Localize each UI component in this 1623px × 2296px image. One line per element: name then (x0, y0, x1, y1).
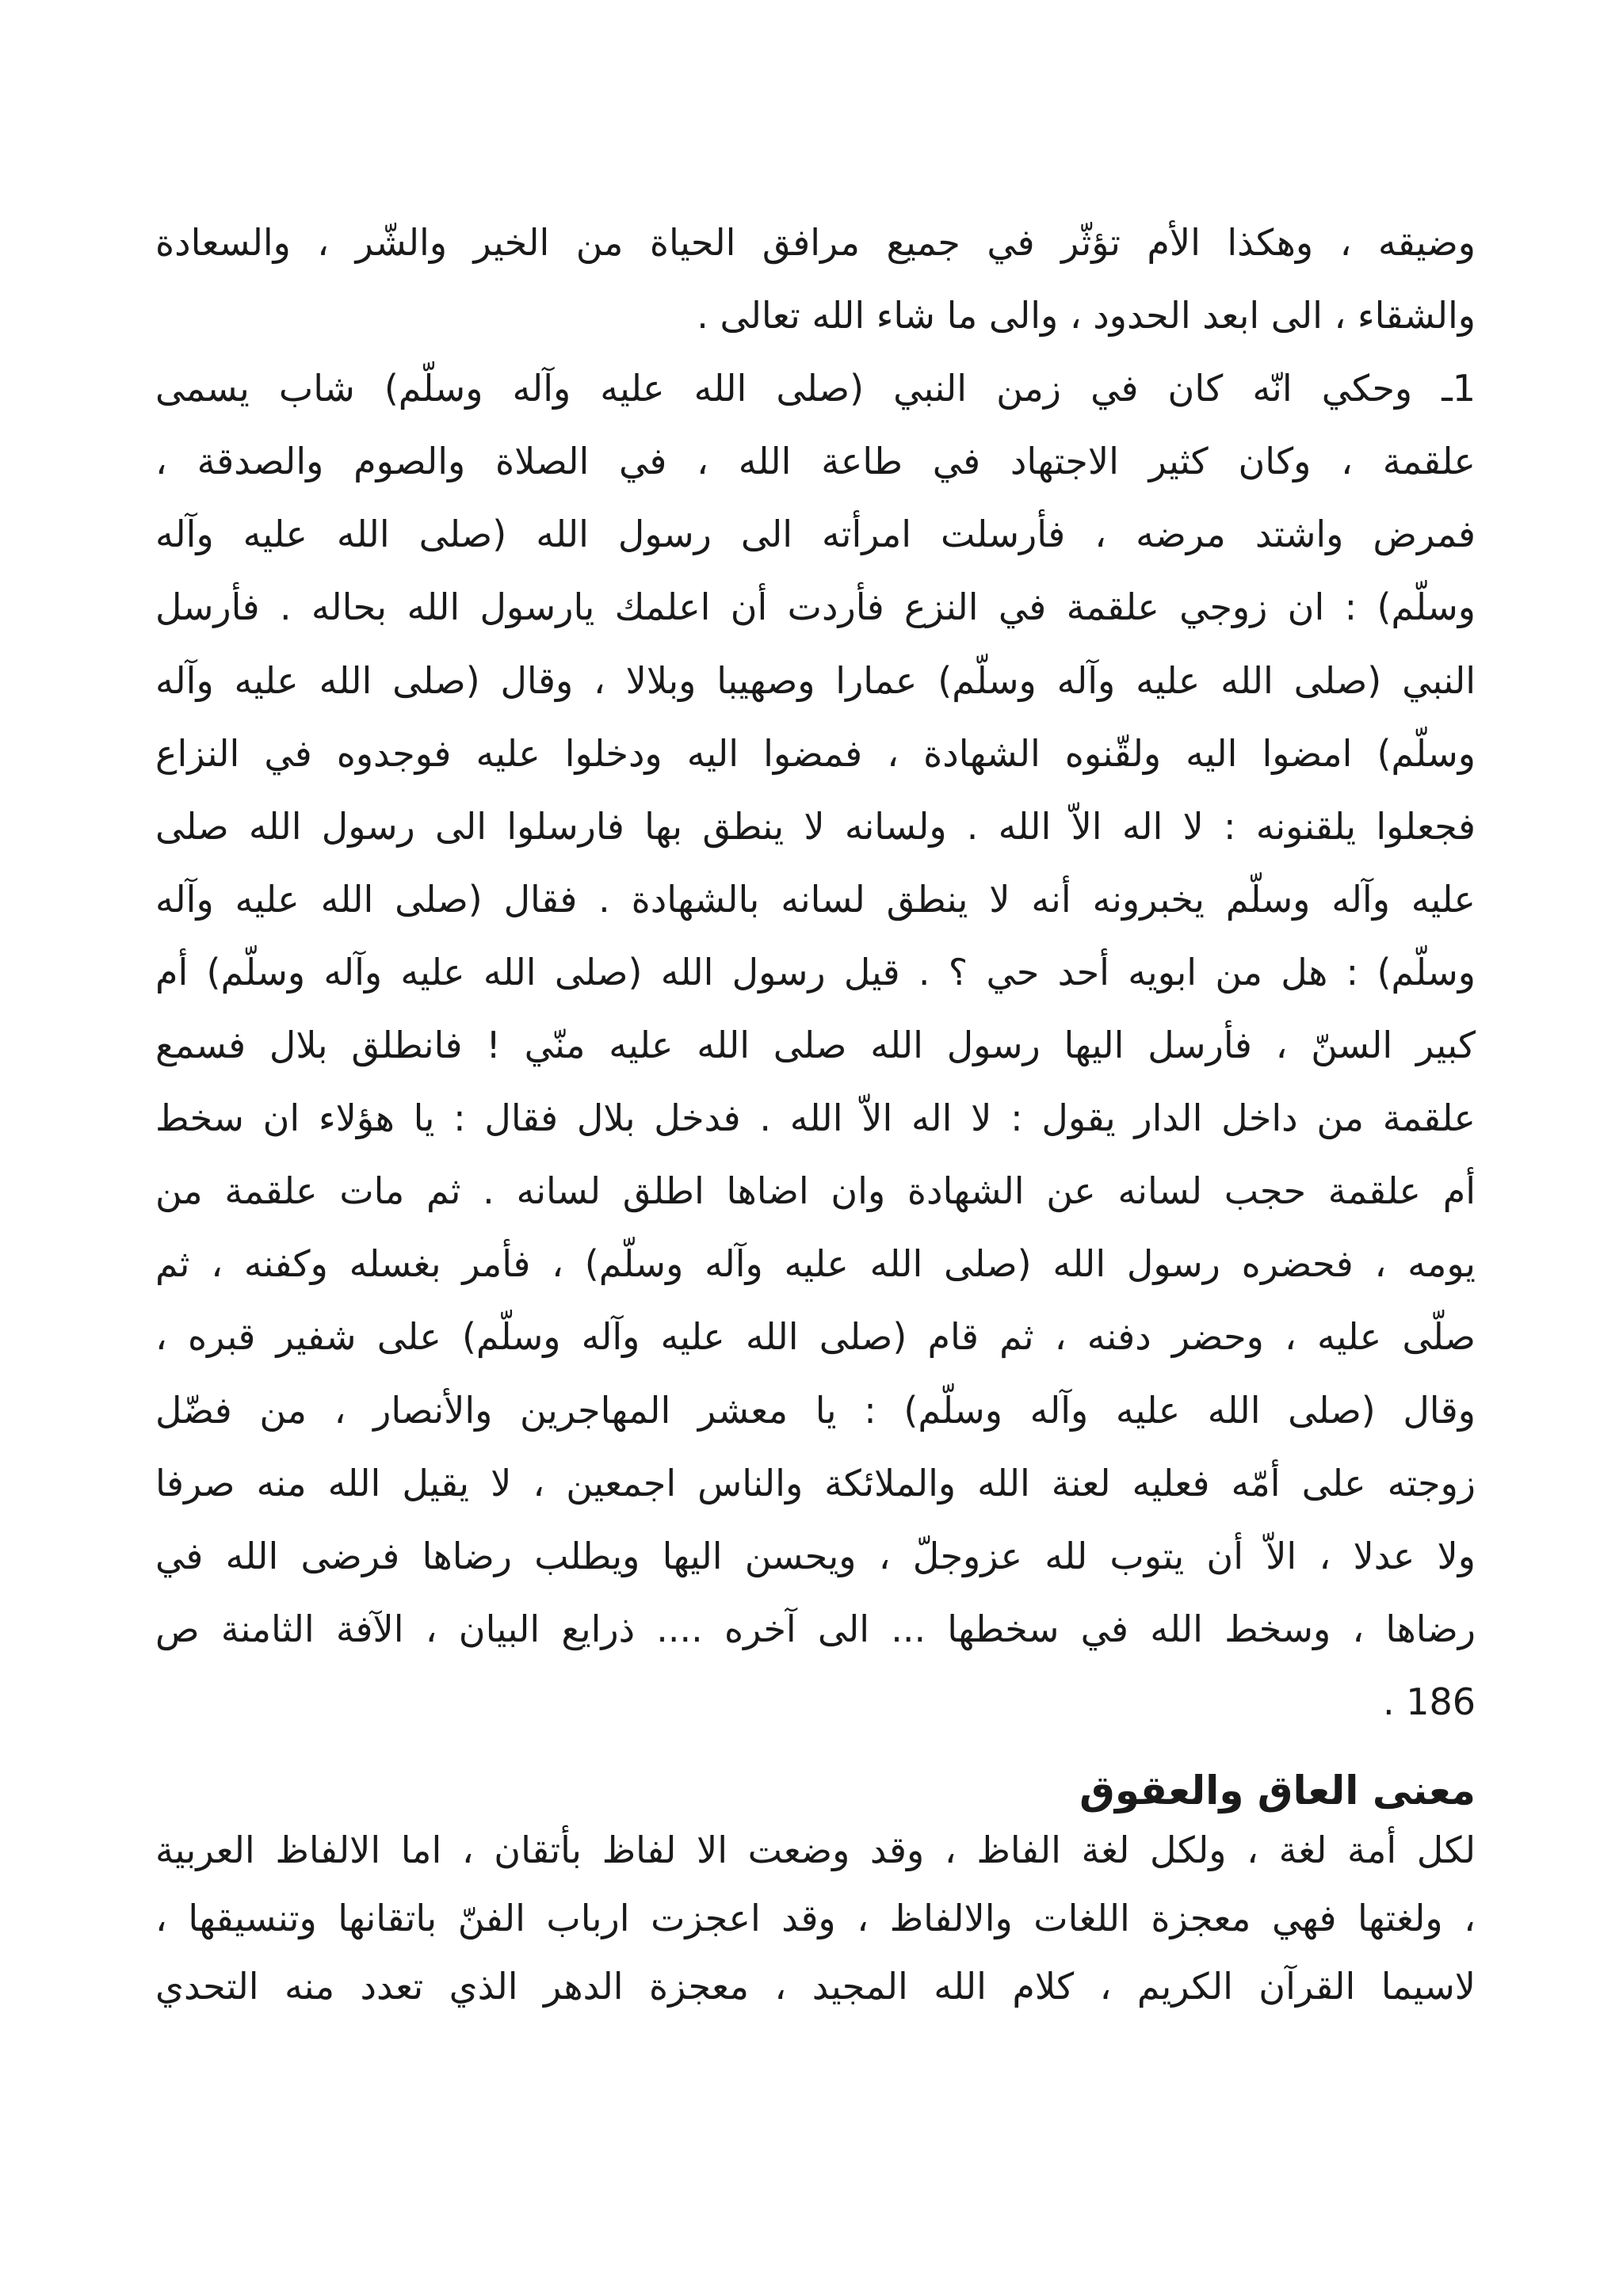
text-line: ، ولغتها فهي معجزة اللغات والالفاظ ، وقد اعجزت ارباب الفنّ باتقانها وتنسيقها ، (155, 1896, 1476, 1939)
text-line: فجعلوا يلقنونه : لا اله الاّ الله . ولسانه لا ينطق بها فارسلوا الى رسول الله صلى (155, 804, 1476, 848)
text-line: والشقاء ، الى ابعد الحدود ، والى ما شاء الله تعالى . (697, 294, 1476, 338)
text-line: أم علقمة حجب لسانه عن الشهادة وان اضاها اطلق لسانه . ثم مات علقمة من (155, 1169, 1476, 1213)
text-line: 1ـ وحكي انّه كان في زمن النبي (صلى الله عليه وآله وسلّم) شاب يسمى (155, 367, 1476, 410)
text-line: لكل أمة لغة ، ولكل لغة الفاظ ، وقد وضعت الا لفاظ بأتقان ، اما الالفاظ العربية (155, 1828, 1476, 1871)
text-line: زوجته على أمّه فعليه لعنة الله والملائكة والناس اجمعين ، لا يقيل الله منه صرفا (155, 1461, 1476, 1505)
text-line: النبي (صلى الله عليه وآله وسلّم) عمارا وصهيبا وبلالا ، وقال (صلى الله عليه وآله (155, 658, 1476, 702)
document-page (155, 206, 1476, 2020)
text-line: ولا عدلا ، الاّ أن يتوب لله عزوجلّ ، ويحسن اليها ويطلب رضاها فرضى الله في (155, 1534, 1476, 1577)
text-line: وسلّم) : ان زوجي علقمة في النزع فأردت أن اعلمك يارسول الله بحاله . فأرسل (155, 585, 1476, 629)
text-line: وسلّم) امضوا اليه ولقّنوه الشهادة ، فمضوا اليه ودخلوا عليه فوجدوه في النزاع (155, 731, 1476, 775)
text-line: وسلّم) : هل من ابويه أحد حي ؟ . قيل رسول الله (صلى الله عليه وآله وسلّم) أم (155, 950, 1476, 994)
text-line: يومه ، فحضره رسول الله (صلى الله عليه وآله وسلّم) ، فأمر بغسله وكفنه ، ثم (155, 1242, 1476, 1286)
text-line: فمرض واشتد مرضه ، فأرسلت امرأته الى رسول الله (صلى الله عليه وآله (155, 513, 1476, 556)
text-line: رضاها ، وسخط الله في سخطها ... الى آخره .... ذرايع البيان ، الآفة الثامنة ص (155, 1607, 1476, 1650)
text-line: عليه وآله وسلّم يخبرونه أنه لا ينطق لسانه بالشهادة . فقال (صلى الله عليه وآله (155, 877, 1476, 921)
text-line: علقمة ، وكان كثير الاجتهاد في طاعة الله ، في الصلاة والصوم والصدقة ، (155, 440, 1476, 483)
paragraph-intro (155, 206, 1476, 1738)
page-reference: 186 . (1382, 1680, 1476, 1723)
paragraph-section (155, 1816, 1476, 2020)
text-line: صلّى عليه ، وحضر دفنه ، ثم قام (صلى الله عليه وآله وسلّم) على شفير قبره ، (155, 1315, 1476, 1359)
text-line: لاسيما القرآن الكريم ، كلام الله المجيد ، معجزة الدهر الذي تعدد منه التحدي (155, 1964, 1476, 2008)
section-heading: معنى العاق والعقوق (1079, 1767, 1476, 1814)
text-line: علقمة من داخل الدار يقول : لا اله الاّ الله . فدخل بلال فقال : يا هؤلاء ان سخط (155, 1097, 1476, 1140)
text-line: وقال (صلى الله عليه وآله وسلّم) : يا معشر المهاجرين والأنصار ، من فضّل (155, 1388, 1476, 1432)
text-line: كبير السنّ ، فأرسل اليها رسول الله صلى الله عليه منّي ! فانطلق بلال فسمع (155, 1024, 1476, 1067)
text-line: وضيقه ، وهكذا الأم تؤثّر في جميع مرافق الحياة من الخير والشّر ، والسعادة (155, 221, 1476, 264)
